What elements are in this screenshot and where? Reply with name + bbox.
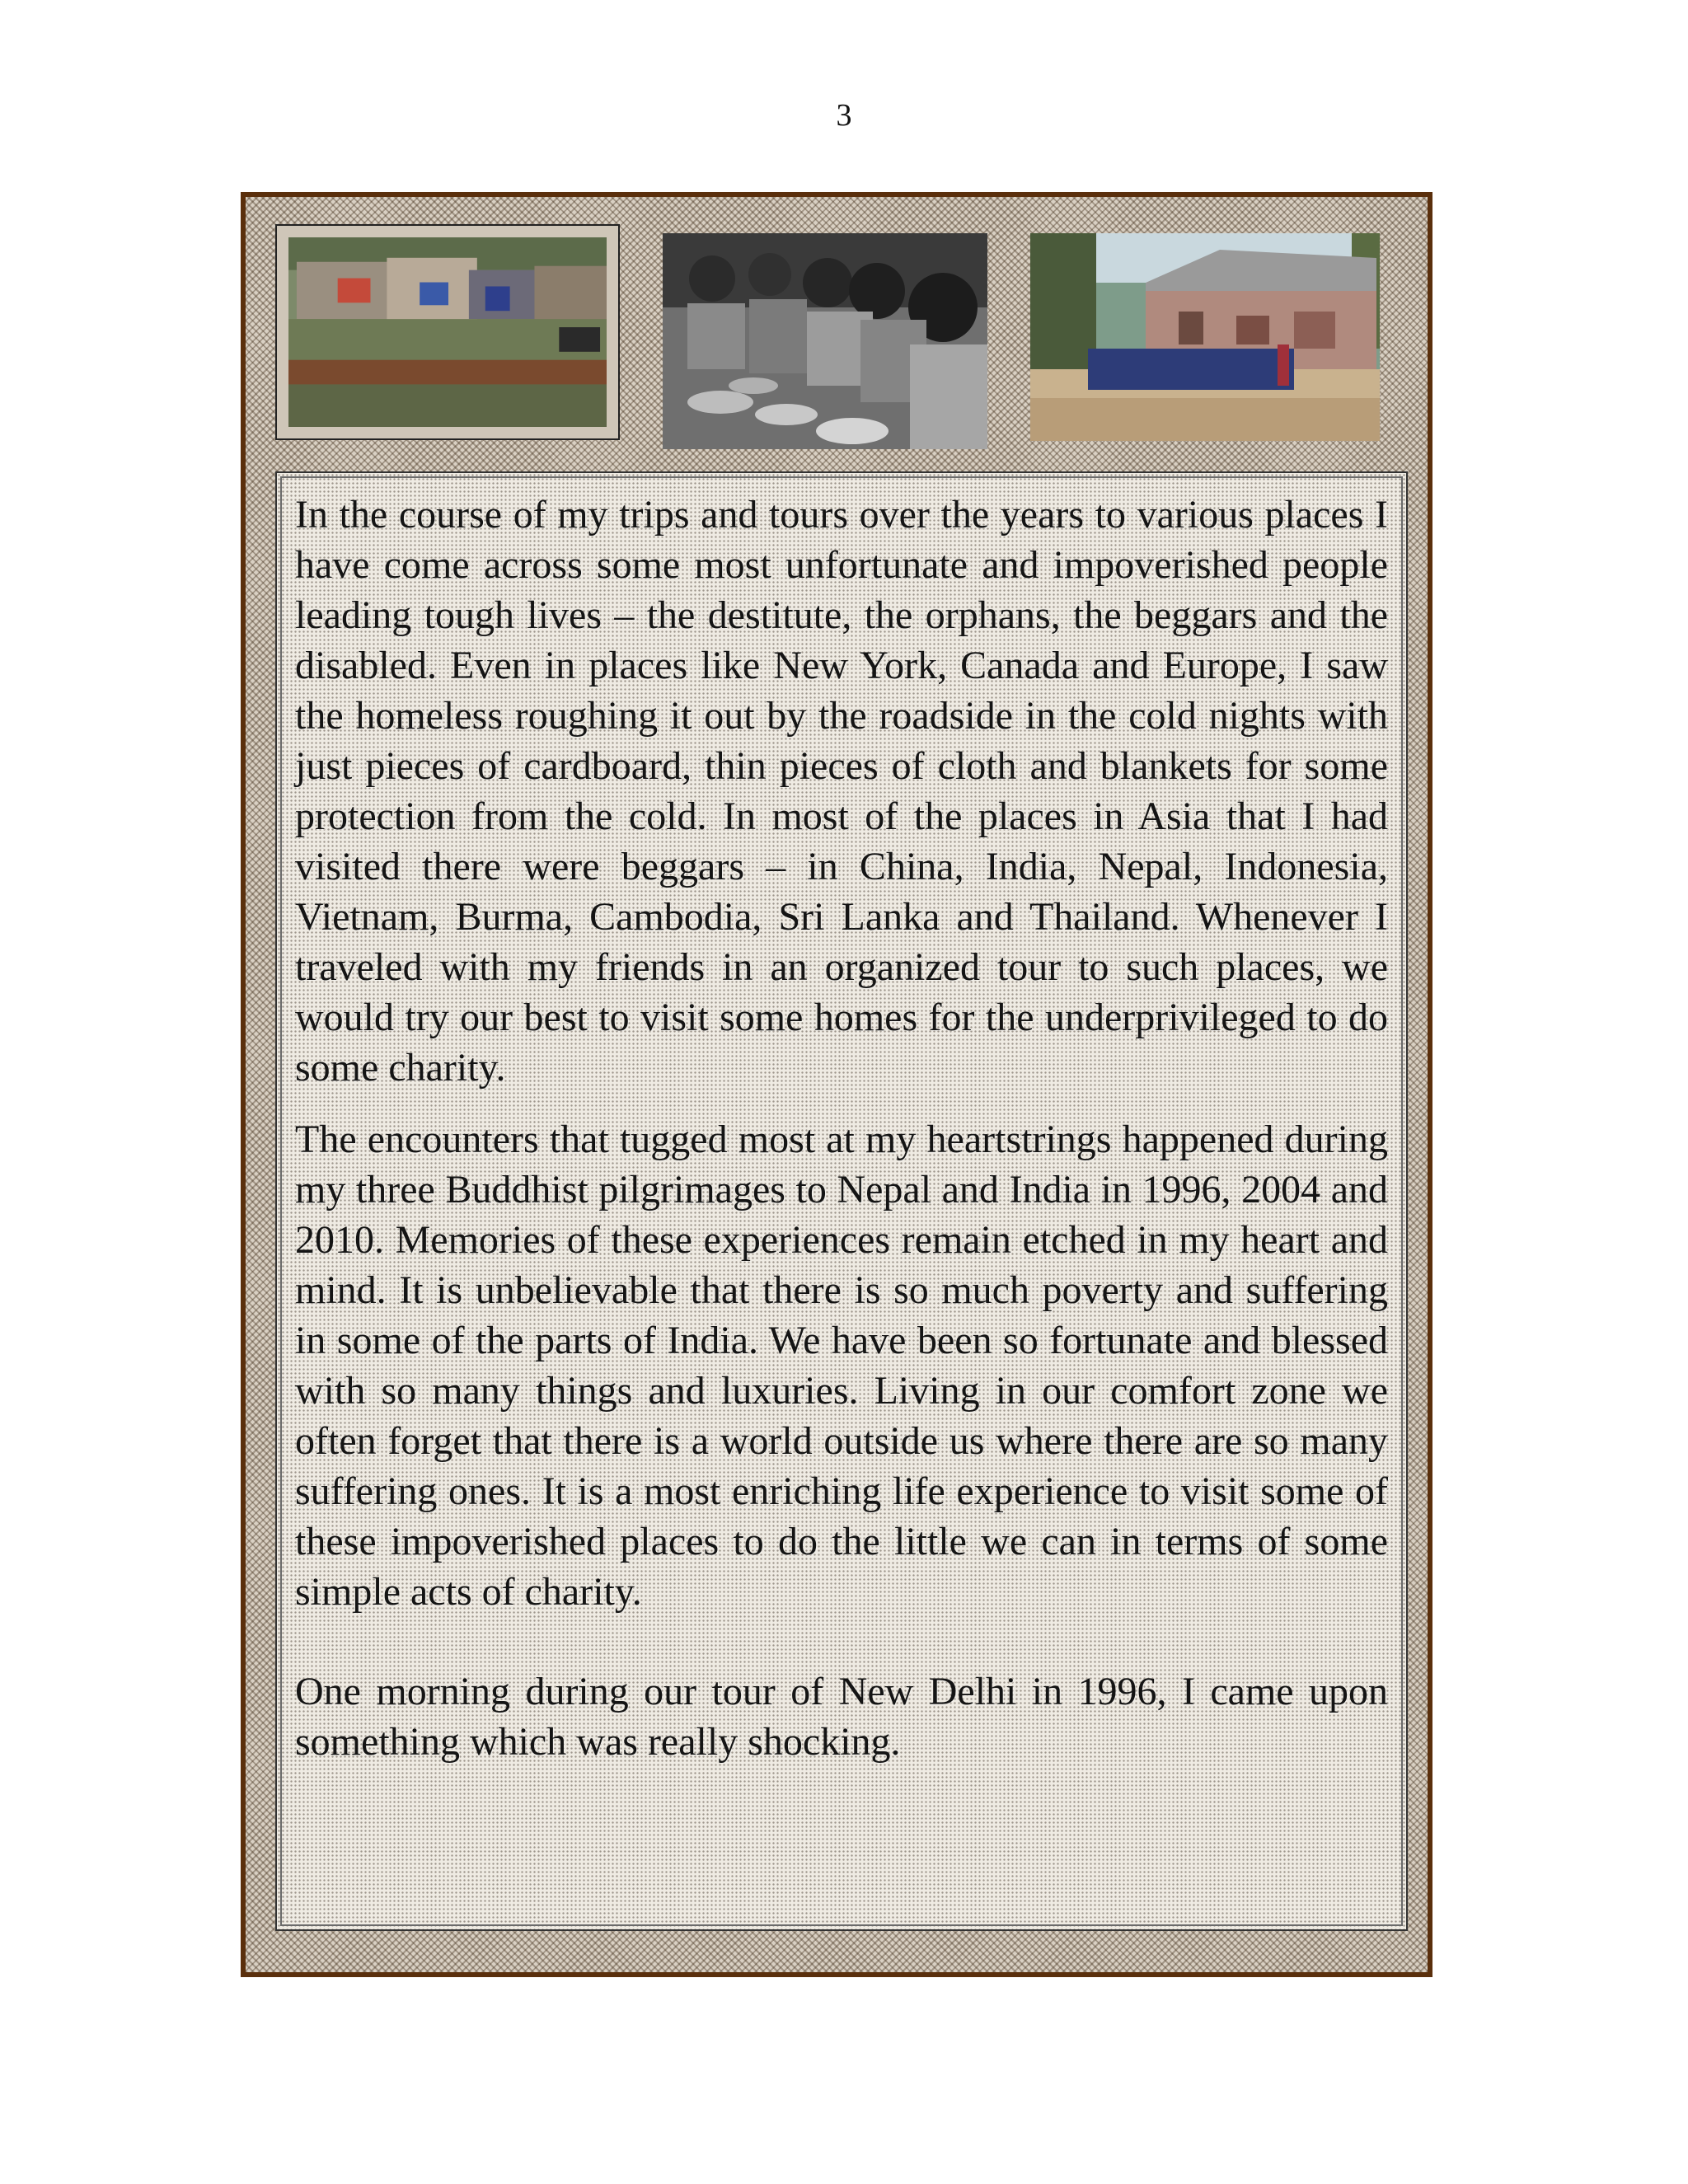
children-with-bowls-photo	[663, 233, 987, 449]
paragraph-3: One morning during our tour of New Delhi in 1996, I came upon something which was really shocking.	[295, 1670, 1388, 1764]
text-panel	[275, 471, 1408, 1931]
children-with-bowls-image	[663, 233, 987, 449]
paragraph-2: The encounters that tugged most at my heartstrings happened during my three Buddhist pilgrimages to Nepal and India in 1996, 2004 and 2010. Memories of these experiences remain etched in my heart and mind. It is unbelievable that there is so much poverty and suffering in some of the parts of India. We have been so fortunate and blessed with so many things and luxuries. Living in our comfort zone we often forget that there is a world outside us where there are so many suffering ones. It is a most enriching life experience to visit some of these impoverished places to do the little we can in terms of some simple acts of charity.	[295, 1118, 1388, 1614]
page-number: 3	[836, 98, 852, 133]
slum-shacks-photo	[275, 224, 620, 440]
content-frame	[241, 192, 1432, 1977]
school-outdoor-gathering-image	[1030, 233, 1380, 441]
paragraph-1: In the course of my trips and tours over the years to various places I have come across some most unfortunate and impoverished people leading tough lives – the destitute, the orphans, the beggars and the disabled. Even in places like New York, Canada and Europe, I saw the homeless roughing it out by the roadside in the cold nights with just pieces of cardboard, thin pieces of cloth and blankets for some protection from the cold. In most of the places in Asia that I had visited there were beggars – in China, India, Nepal, Indonesia, Vietnam, Burma, Cambodia, Sri Lanka and Thailand. Whenever I traveled with my friends in an organized tour to such places, we would try our best to visit some homes for the underprivileged to do some charity.	[295, 493, 1388, 1090]
school-outdoor-gathering-photo	[1030, 233, 1380, 441]
slum-shacks-image	[288, 237, 607, 427]
